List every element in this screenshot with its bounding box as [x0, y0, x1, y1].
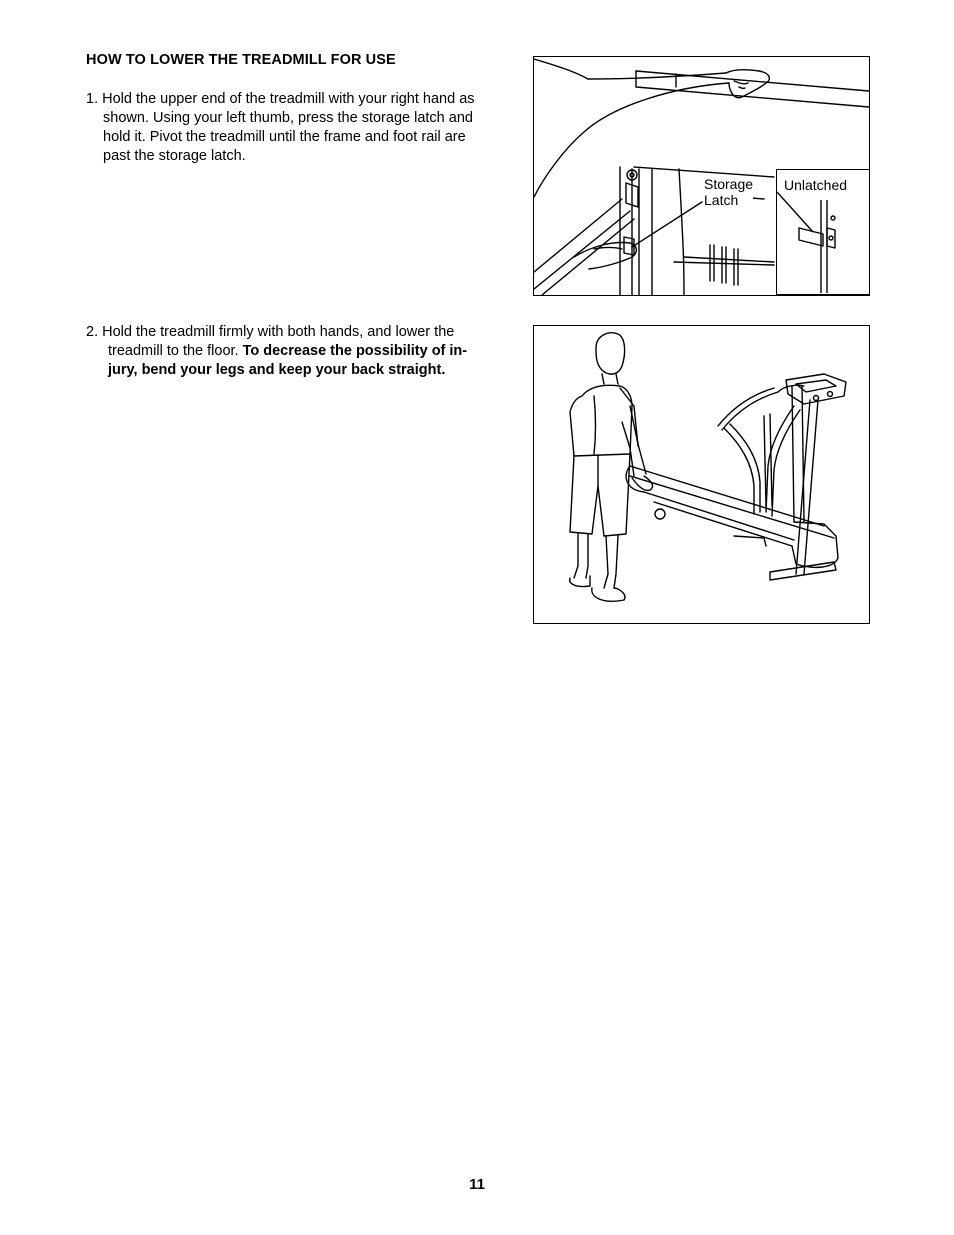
- lowering-treadmill-illustration: [533, 325, 870, 624]
- storage-label-line: Latch: [704, 192, 739, 208]
- step-1-line: 1. Hold the upper end of the treadmill with your right hand as: [86, 91, 475, 107]
- step-2-text: [86, 323, 506, 380]
- unlatched-label: Unlatched: [784, 177, 848, 193]
- page-number: 11: [469, 1176, 485, 1193]
- step-1-text: [86, 90, 516, 166]
- storage-latch-label: [704, 176, 753, 208]
- section-heading: HOW TO LOWER THE TREADMILL FOR USE: [86, 52, 396, 68]
- step-2-line: 2. Hold the treadmill firmly with both hands, and lower the: [86, 324, 455, 340]
- storage-label-line: Storage: [704, 176, 754, 192]
- step-2-plain-text: treadmill to the floor.: [108, 343, 243, 359]
- storage-latch-illustration: [533, 56, 870, 296]
- step-1-line: shown. Using your left thumb, press the storage latch and: [103, 110, 473, 126]
- step-2-line: [86, 342, 506, 361]
- step-1-line: hold it. Pivot the treadmill until the frame and foot rail are: [103, 129, 466, 145]
- step-1-line: past the storage latch.: [103, 148, 246, 164]
- lowering-treadmill-drawing: [534, 326, 869, 623]
- step-2-warning-text: jury, bend your legs and keep your back straight.: [108, 362, 446, 378]
- step-2-warning-text: To decrease the possibility of in-: [242, 343, 468, 359]
